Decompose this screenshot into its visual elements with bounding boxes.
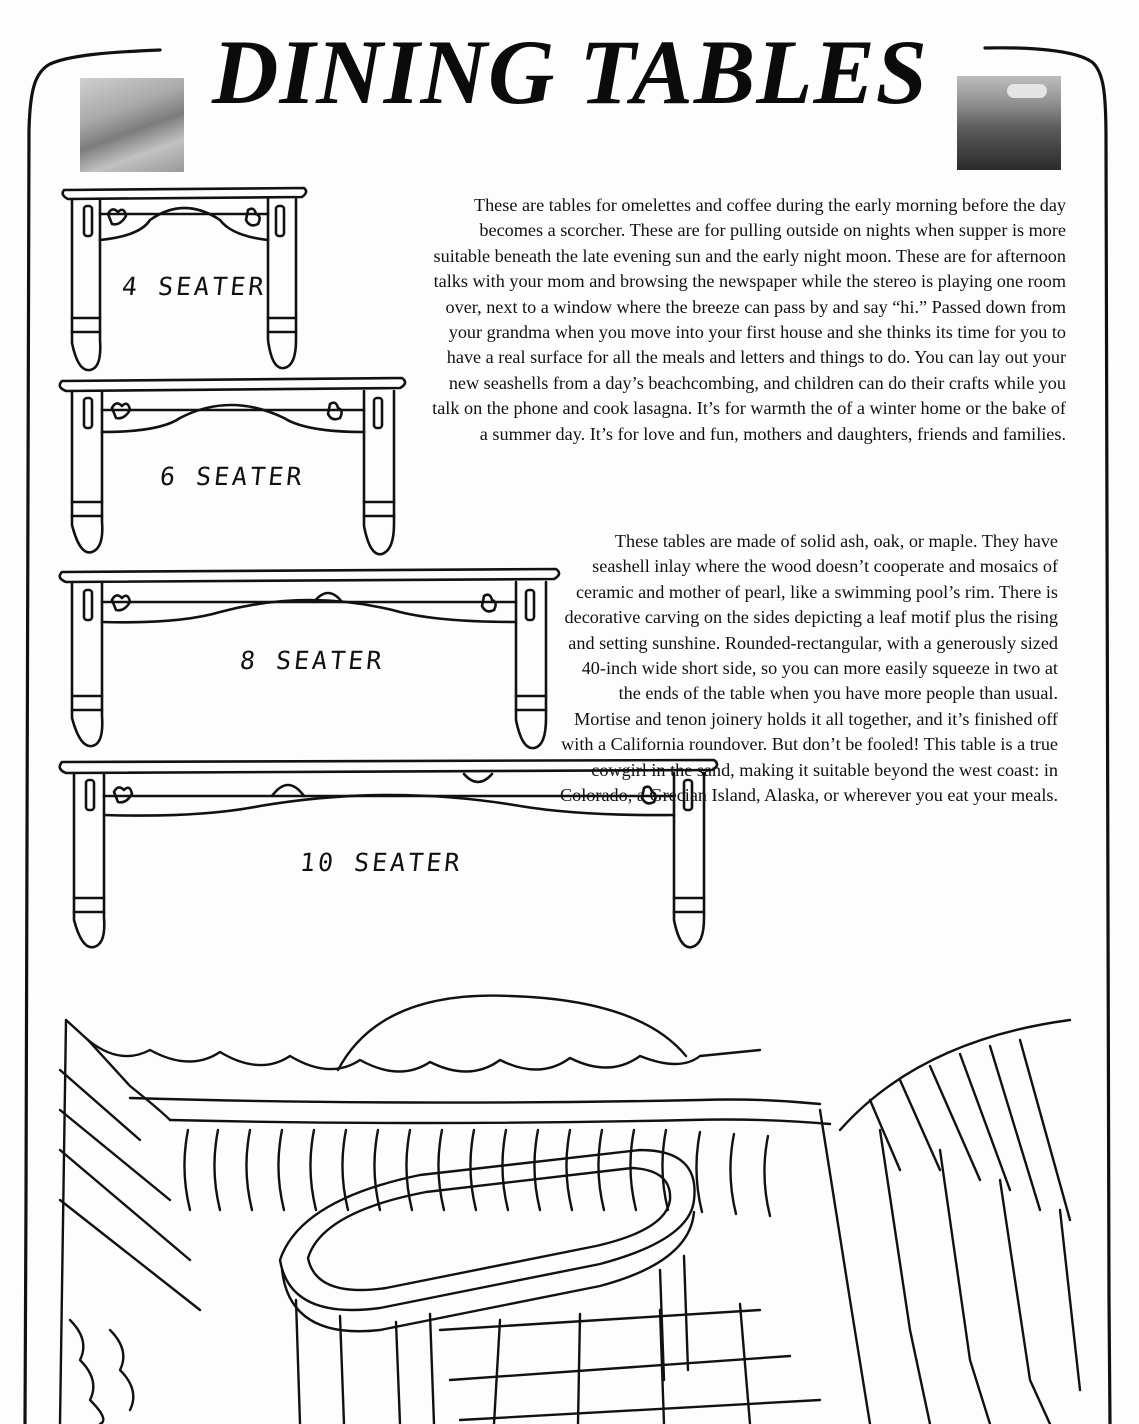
table-label-4-seater: 4 SEATER xyxy=(120,272,268,301)
materials-paragraph: These tables are made of solid ash, oak, or maple. They have seashell inlay where the wood doesn’t cooperate and mosaics of ceramic and mother of pearl, like a swimming pool’s rim. There is decorative carving on the sides depicting a leaf motif plus the rising and setting sunshine. Rounded-rectangular, with a generously sized 40-inch wide short side, so you can more easily squeeze in two at the ends of the table when you have more people than usual. Mortise and tenon joinery holds it all together, and it’s finished off with a California roundover. But don’t be fooled! This table is a true cowgirl in the sand, making it suitable beyond the west coast: in Colorado, a Grecian Island, Alaska, or wherever you eat your meals. xyxy=(560,531,1058,806)
table-label-10-seater: 10 SEATER xyxy=(298,848,464,877)
intro-paragraph: These are tables for omelettes and coffee during the early morning before the day becomes a scorcher. These are for pulling outside on nights when supper is more suitable beneath the late evening sun and the early night moon. These are for afternoon talks with your mom and browsing the newspaper while the stereo is playing one room over, next to a window where the breeze can pass by and say “hi.” Passed down from your grandma when you move into your first house and she thinks its time for you to have a real surface for all the meals and letters and things to do. You can lay out your new seashells from a day’s beachcombing, and children can do their crafts while you talk on the phone and cook lasagna. It’s for warmth the of a winter home or the bake of a summer day. It’s for love and fun, mothers and daughters, friends and families. xyxy=(432,195,1066,444)
table-label-8-seater: 8 SEATER xyxy=(238,646,386,675)
page-title: DINING TABLES xyxy=(212,21,928,123)
table-label-6-seater: 6 SEATER xyxy=(158,462,306,491)
outdoor-dining-scene xyxy=(60,996,1080,1424)
